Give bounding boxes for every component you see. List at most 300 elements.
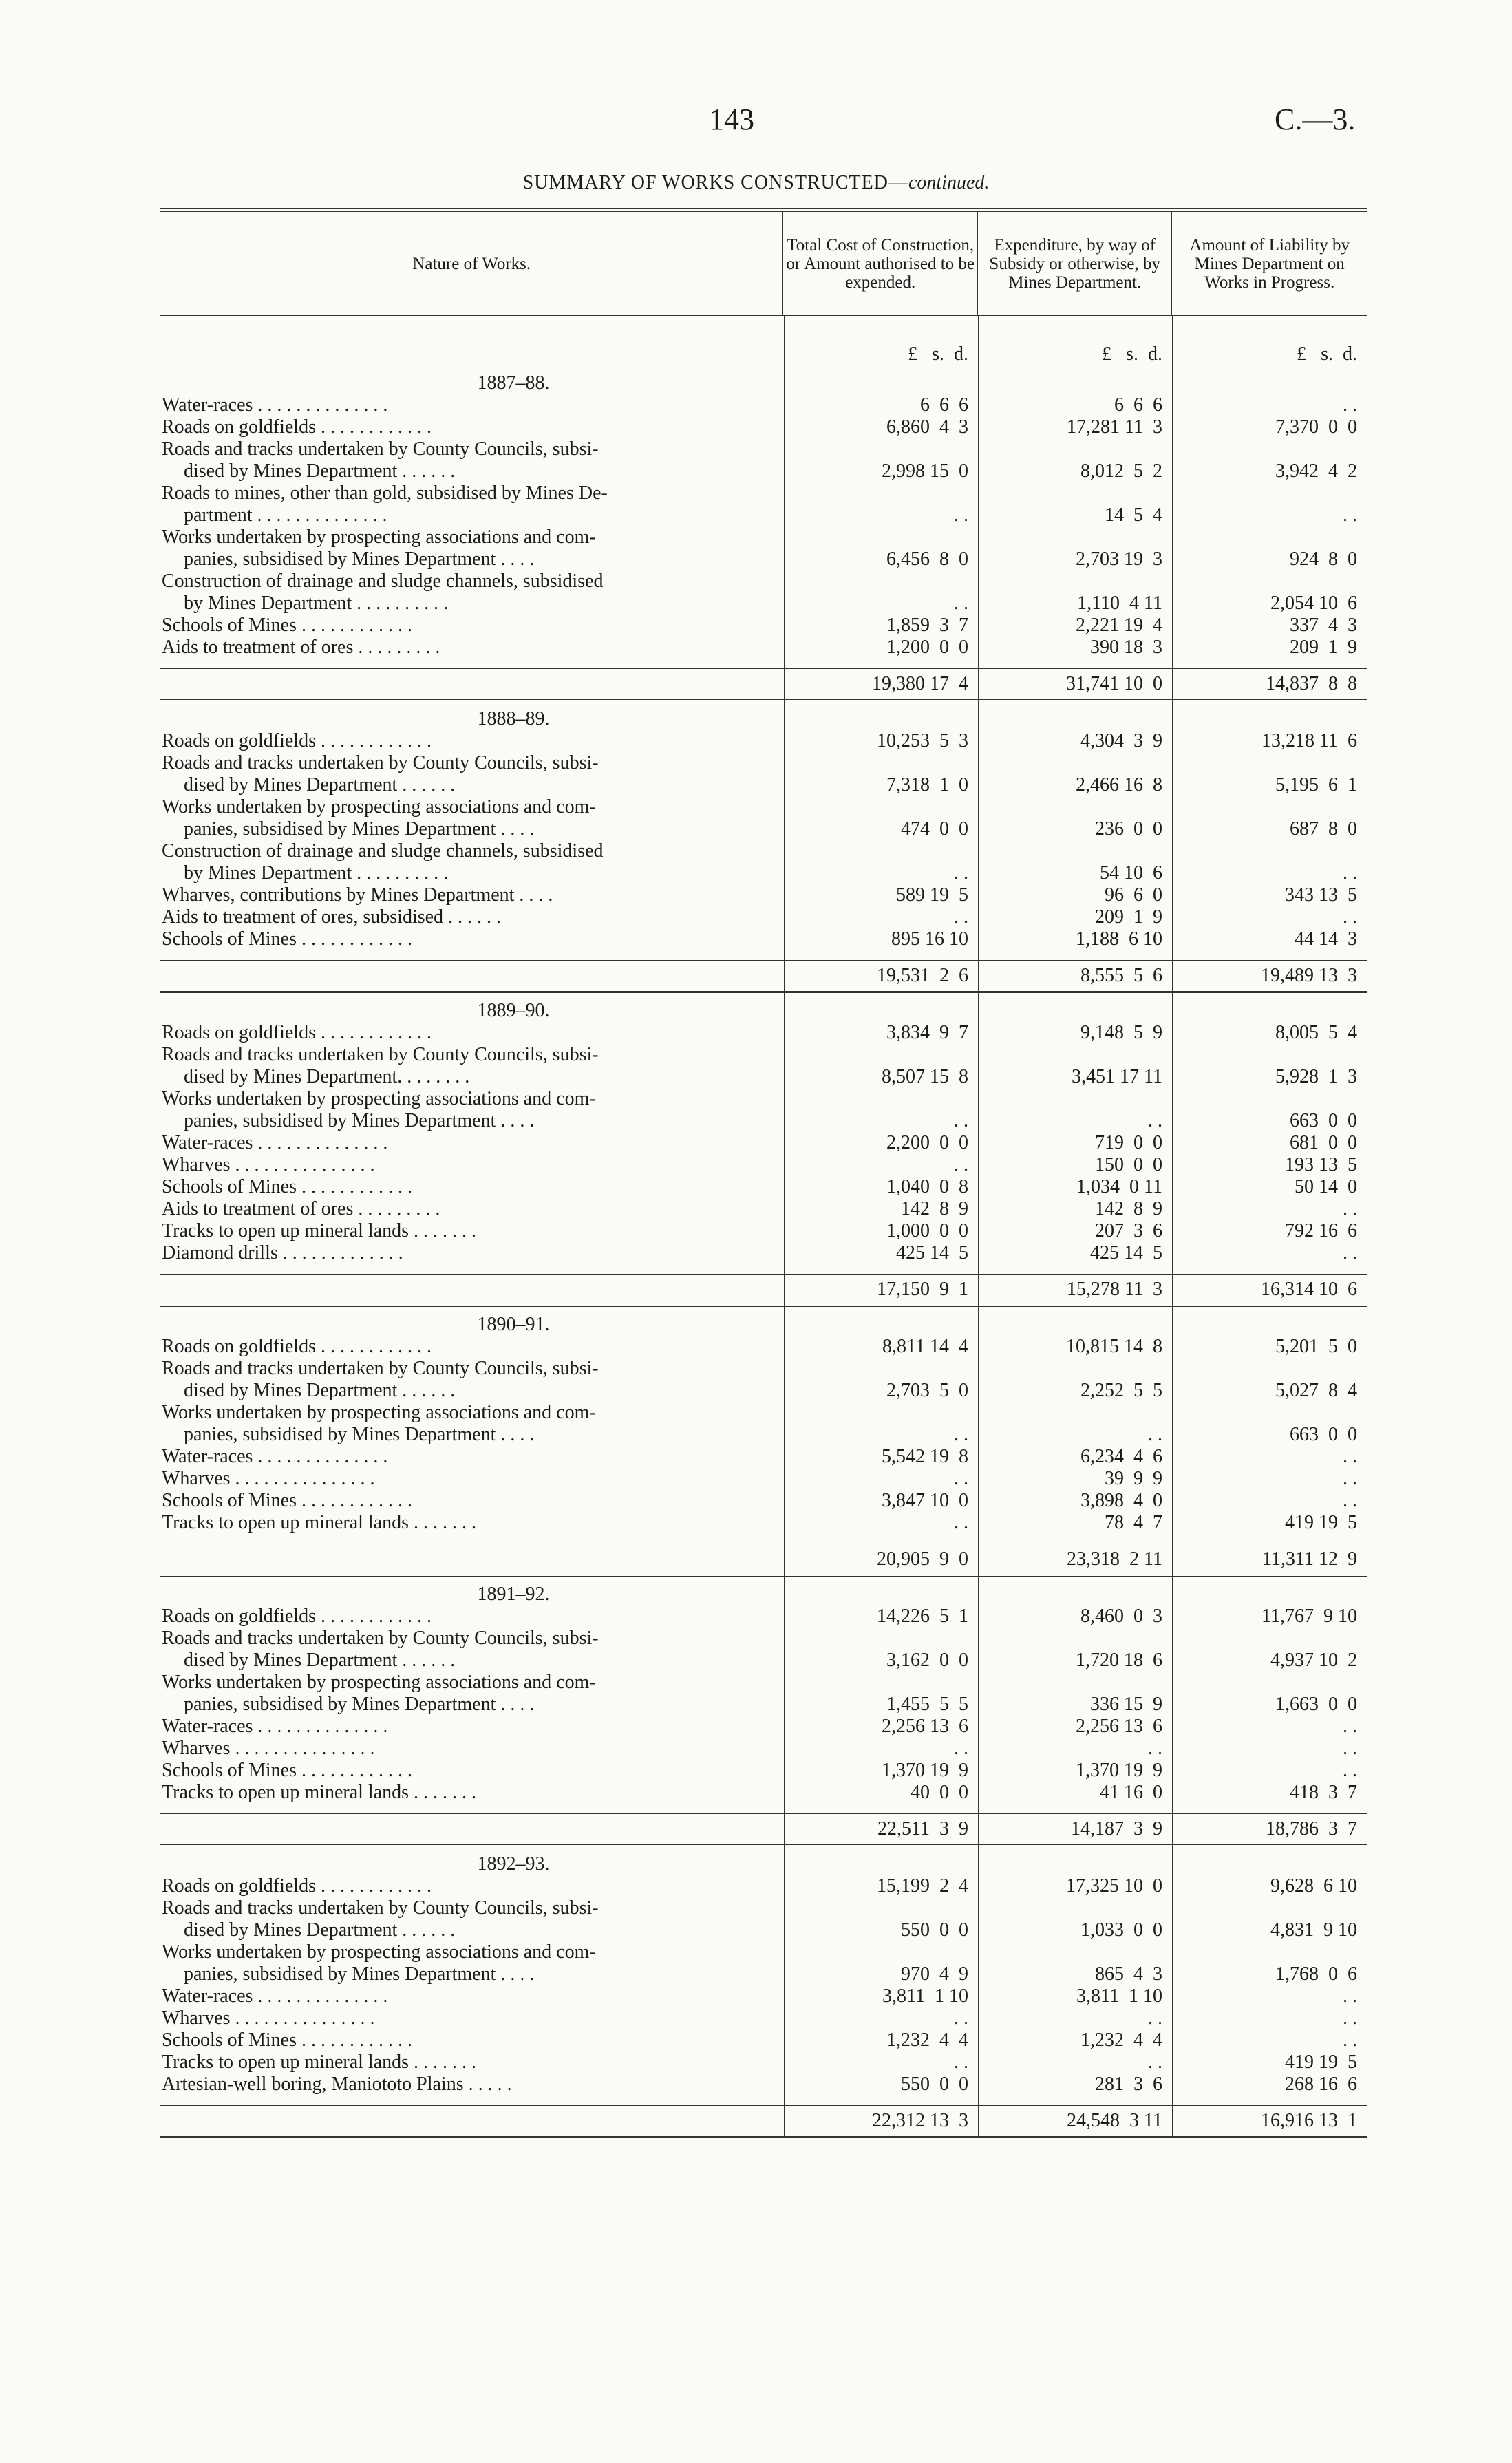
work-description: Schools of Mines . . . . . . . . . . . . [162,2029,412,2051]
work-description: Works undertaken by prospecting associations and com- [162,526,596,548]
liability-cell: 1,663 0 0 [1275,1694,1357,1715]
liability-cell: . . [1343,504,1357,526]
expenditure-cell: 78 4 7 [1105,1512,1162,1533]
total-cost-cell: 6,860 4 3 [886,416,968,438]
expenditure-cell: 17,281 11 3 [1067,416,1162,438]
liability-cell [1172,438,1367,460]
table-row [160,1716,1367,1738]
table-row [160,1446,1367,1468]
work-description: panies, subsidised by Mines Department . . . . [184,1424,535,1445]
table-row [160,1358,1367,1380]
liability-cell: 687 8 0 [1290,818,1357,840]
table-row [160,1088,1367,1110]
expenditure-cell: 3,898 4 0 [1080,1490,1162,1511]
expenditure-cell [978,1628,1172,1650]
section-year [160,1853,1367,1875]
expenditure-cell: 1,034 0 11 [1076,1176,1162,1197]
table-row [160,774,1367,796]
total-cost-cell: 6 6 6 [920,394,968,416]
work-description: Works undertaken by prospecting associations and com- [162,1672,596,1693]
table-row [160,796,1367,818]
work-description: Schools of Mines . . . . . . . . . . . . [162,615,412,636]
table-row [160,1242,1367,1264]
total-cost-cell: 2,703 5 0 [886,1380,968,1401]
expenditure-cell: 2,252 5 5 [1080,1380,1162,1401]
section-year-label: 1889–90. [477,1000,550,1021]
table-row [160,840,1367,862]
section-year [160,1584,1367,1606]
expenditure-cell [978,796,1172,818]
total-cost-cell [784,1358,978,1380]
expenditure-cell: 1,188 6 10 [1076,928,1162,950]
liability-cell: . . [1343,1446,1357,1467]
total-cost-cell: 8,507 15 8 [882,1066,968,1087]
expenditure-cell [978,1897,1172,1919]
total-cost-cell: 1,455 5 5 [886,1694,968,1715]
expenditure-cell: 4,304 3 9 [1080,730,1162,751]
expenditure-cell: 1,370 19 9 [1076,1760,1162,1781]
work-description: Wharves, contributions by Mines Department . . . . [162,884,553,906]
liability-cell: 5,201 5 0 [1275,1336,1357,1357]
table-row [160,637,1367,659]
col-header-expenditure: Expenditure, by way of Subsidy or otherwise, by Mines Department. [977,212,1172,315]
total-cost-cell: 2,200 0 0 [886,1132,968,1153]
liability-cell: . . [1343,1468,1357,1489]
table-row [160,1738,1367,1760]
total-cost-cell [784,571,978,593]
table-row [160,1380,1367,1402]
section-totals-row [160,668,1367,701]
expenditure-cell [978,1941,1172,1963]
liability-cell: 9,628 6 10 [1270,1875,1357,1897]
liability-cell: 337 4 3 [1290,615,1357,636]
total-cost-cell: 1,000 0 0 [886,1220,968,1241]
liability-cell [1172,1672,1367,1694]
page-title [0,172,1512,194]
work-description: dised by Mines Department . . . . . . [184,774,456,796]
work-description: Roads on goldfields . . . . . . . . . . . . [162,1606,432,1627]
expenditure-cell: 425 14 5 [1090,1242,1162,1264]
work-description: Tracks to open up mineral lands . . . . . . . [162,2051,477,2073]
total-cost-cell: 2,998 15 0 [882,460,968,482]
liability-cell [1172,1628,1367,1650]
unit-liability: £ s. d. [1297,343,1357,365]
liability-cell: 4,831 9 10 [1270,1919,1357,1941]
table-row [160,1606,1367,1628]
work-description: Aids to treatment of ores . . . . . . . . . [162,637,440,658]
section-total-liab: 19,489 13 3 [1261,965,1357,986]
expenditure-cell: 390 18 3 [1090,637,1162,658]
table-row [160,1022,1367,1044]
table-row [160,2051,1367,2073]
liability-cell: . . [1343,1490,1357,1511]
work-description: Wharves . . . . . . . . . . . . . . . [162,1154,375,1175]
total-cost-cell: 550 0 0 [901,1919,968,1941]
table-row [160,1490,1367,1512]
work-description: Roads on goldfields . . . . . . . . . . . . [162,1336,432,1357]
total-cost-cell [784,1402,978,1424]
section-year [160,1000,1367,1022]
work-description: Water-races . . . . . . . . . . . . . . [162,1132,388,1153]
liability-cell [1172,796,1367,818]
liability-cell: . . [1343,2029,1357,2051]
section-total-total: 22,511 3 9 [877,1818,968,1840]
total-cost-cell [784,1897,978,1919]
work-description: Diamond drills . . . . . . . . . . . . . [162,1242,403,1264]
table-row [160,928,1367,950]
section-year-label: 1892–93. [477,1853,550,1875]
expenditure-cell: 209 1 9 [1095,906,1162,928]
total-cost-cell [784,1044,978,1066]
expenditure-cell: 1,110 4 11 [1077,593,1162,614]
total-cost-cell: 425 14 5 [896,1242,968,1264]
total-cost-cell: 1,859 3 7 [886,615,968,636]
total-cost-cell: 970 4 9 [901,1963,968,1985]
total-cost-cell: 3,847 10 0 [882,1490,968,1511]
liability-cell: 343 13 5 [1285,884,1357,906]
expenditure-cell [978,1672,1172,1694]
expenditure-cell: 3,811 1 10 [1076,1985,1162,2007]
liability-cell: . . [1343,1738,1357,1759]
table-row [160,416,1367,438]
total-cost-cell [784,796,978,818]
expenditure-cell: 39 9 9 [1105,1468,1162,1489]
total-cost-cell: 10,253 5 3 [877,730,968,751]
liability-cell: 681 0 0 [1290,1132,1357,1153]
table-row [160,1110,1367,1132]
unit-total: £ s. d. [908,343,968,365]
expenditure-cell: 17,325 10 0 [1066,1875,1162,1897]
expenditure-cell: 2,703 19 3 [1076,548,1162,570]
liability-cell: 5,195 6 1 [1275,774,1357,796]
table-row [160,906,1367,928]
total-cost-cell: . . [954,593,968,614]
col-header-total-cost: Total Cost of Construction, or Amount authorised to be expended. [782,212,977,315]
expenditure-cell: 6,234 4 6 [1080,1446,1162,1467]
liability-cell [1172,1941,1367,1963]
section-totals-row [160,2105,1367,2138]
work-description: dised by Mines Department. . . . . . . . [184,1066,470,1087]
expenditure-cell: 14 5 4 [1105,504,1162,526]
liability-cell: . . [1343,1716,1357,1737]
expenditure-cell: 142 8 9 [1095,1198,1162,1219]
table-row [160,1198,1367,1220]
table-body [160,316,1367,2138]
section-totals-row [160,1544,1367,1577]
table-row [160,1132,1367,1154]
total-cost-cell: . . [954,1738,968,1759]
total-cost-cell: 3,834 9 7 [886,1022,968,1043]
work-description: Water-races . . . . . . . . . . . . . . [162,1985,388,2007]
table-row [160,438,1367,460]
table-row [160,1220,1367,1242]
expenditure-cell: 1,033 0 0 [1080,1919,1162,1941]
work-description: Roads and tracks undertaken by County Councils, subsi- [162,752,599,774]
liability-cell: 50 14 0 [1295,1176,1357,1197]
work-description: Roads and tracks undertaken by County Councils, subsi- [162,1044,599,1065]
expenditure-cell [978,1088,1172,1110]
expenditure-cell: . . [1148,1424,1162,1445]
liability-cell [1172,840,1367,862]
total-cost-cell: . . [954,862,968,884]
liability-cell: . . [1343,1985,1357,2007]
expenditure-cell [978,526,1172,548]
work-description: panies, subsidised by Mines Department . . . . [184,1694,535,1715]
liability-cell: 11,767 9 10 [1261,1606,1357,1627]
liability-cell [1172,1897,1367,1919]
work-description: Wharves . . . . . . . . . . . . . . . [162,1468,375,1489]
title-italic: continued. [908,172,990,193]
liability-cell: 209 1 9 [1290,637,1357,658]
liability-cell: 44 14 3 [1295,928,1357,950]
document-code: C.—3. [1275,103,1356,136]
section-totals-row [160,960,1367,993]
work-description: Roads on goldfields . . . . . . . . . . . . [162,1022,432,1043]
liability-cell [1172,752,1367,774]
total-cost-cell: 40 0 0 [911,1782,968,1803]
table-row [160,1512,1367,1534]
liability-cell: . . [1343,906,1357,928]
work-description: panies, subsidised by Mines Department . . . . [184,1110,535,1131]
col-header-nature: Nature of Works. [412,254,531,273]
total-cost-cell [784,1088,978,1110]
liability-cell: 4,937 10 2 [1270,1650,1357,1671]
table-row [160,1402,1367,1424]
work-description: Water-races . . . . . . . . . . . . . . [162,394,388,416]
total-cost-cell [784,1941,978,1963]
liability-cell [1172,1044,1367,1066]
section-year [160,1314,1367,1336]
total-cost-cell: 142 8 9 [901,1198,968,1219]
work-description: panies, subsidised by Mines Department . . . . [184,548,535,570]
section-total-exp: 23,318 2 11 [1067,1548,1162,1570]
liability-cell [1172,571,1367,593]
work-description: Artesian-well boring, Maniototo Plains . . . . . [162,2073,512,2095]
section-total-exp: 14,187 3 9 [1071,1818,1162,1840]
total-cost-cell: 3,811 1 10 [882,1985,968,2007]
liability-cell: . . [1343,862,1357,884]
section-total-liab: 11,311 12 9 [1262,1548,1357,1570]
work-description: by Mines Department . . . . . . . . . . [184,862,449,884]
expenditure-cell [978,571,1172,593]
total-cost-cell: . . [954,2007,968,2029]
expenditure-cell: . . [1148,2007,1162,2029]
work-description: panies, subsidised by Mines Department . . . . [184,1963,535,1985]
section-total-exp: 15,278 11 3 [1067,1279,1162,1300]
col-header-liability: Amount of Liability by Mines Department on Works in Progress. [1171,212,1367,315]
liability-cell: 2,054 10 6 [1270,593,1357,614]
expenditure-cell [978,482,1172,504]
liability-cell: 924 8 0 [1290,548,1357,570]
table-row [160,752,1367,774]
section-year [160,708,1367,730]
work-description: Aids to treatment of ores, subsidised . . . . . . [162,906,502,928]
work-description: Works undertaken by prospecting associations and com- [162,796,596,818]
total-cost-cell: . . [954,1424,968,1445]
total-cost-cell: . . [954,504,968,526]
summary-table [160,208,1367,2145]
expenditure-cell [978,1402,1172,1424]
expenditure-cell [978,752,1172,774]
table-row [160,1176,1367,1198]
work-description: Wharves . . . . . . . . . . . . . . . [162,2007,375,2029]
work-description: Construction of drainage and sludge channels, subsidised [162,571,604,592]
expenditure-cell: . . [1148,1110,1162,1131]
total-cost-cell: 1,200 0 0 [886,637,968,658]
work-description: Roads and tracks undertaken by County Councils, subsi- [162,1358,599,1379]
work-description: Schools of Mines . . . . . . . . . . . . [162,1760,412,1781]
liability-cell [1172,482,1367,504]
table-row [160,593,1367,615]
section-total-exp: 24,548 3 11 [1067,2110,1162,2131]
work-description: Tracks to open up mineral lands . . . . . . . [162,1220,477,1241]
column-headers [160,212,1367,316]
table-row [160,1875,1367,1897]
liability-cell: 663 0 0 [1290,1424,1357,1445]
total-cost-cell [784,526,978,548]
work-description: partment . . . . . . . . . . . . . . [184,504,387,526]
table-row [160,1963,1367,1985]
table-row [160,730,1367,752]
work-description: Water-races . . . . . . . . . . . . . . [162,1716,388,1737]
table-row [160,615,1367,637]
table-row [160,1760,1367,1782]
section-totals-row [160,1274,1367,1307]
work-description: dised by Mines Department . . . . . . [184,460,456,482]
expenditure-cell: 719 0 0 [1095,1132,1162,1153]
table-row [160,1694,1367,1716]
total-cost-cell: 2,256 13 6 [882,1716,968,1737]
liability-cell: 419 19 5 [1285,1512,1357,1533]
page-number: 143 [709,103,754,136]
liability-cell: 419 19 5 [1285,2051,1357,2073]
total-cost-cell: 14,226 5 1 [877,1606,968,1627]
total-cost-cell [784,438,978,460]
section-total-total: 22,312 13 3 [872,2110,968,2131]
section-total-total: 20,905 9 0 [877,1548,968,1570]
section-total-liab: 18,786 3 7 [1266,1818,1357,1840]
expenditure-cell: . . [1148,2051,1162,2073]
work-description: Roads on goldfields . . . . . . . . . . . . [162,730,432,751]
work-description: Schools of Mines . . . . . . . . . . . . [162,1490,412,1511]
total-cost-cell: 589 19 5 [896,884,968,906]
work-description: Roads and tracks undertaken by County Councils, subsi- [162,1897,599,1919]
expenditure-cell [978,1044,1172,1066]
table-row [160,2029,1367,2051]
table-row [160,1154,1367,1176]
expenditure-cell: 865 4 3 [1095,1963,1162,1985]
section-year-label: 1887–88. [477,372,550,394]
total-cost-cell: . . [954,1154,968,1175]
total-cost-cell: 5,542 19 8 [882,1446,968,1467]
work-description: Roads on goldfields . . . . . . . . . . . . [162,1875,432,1897]
expenditure-cell: . . [1148,1738,1162,1759]
section-year-label: 1888–89. [477,708,550,729]
expenditure-cell [978,840,1172,862]
total-cost-cell: 1,370 19 9 [882,1760,968,1781]
section-total-liab: 14,837 8 8 [1266,673,1357,694]
work-description: Roads and tracks undertaken by County Councils, subsi- [162,1628,599,1649]
total-cost-cell: . . [954,906,968,928]
total-cost-cell: 3,162 0 0 [886,1650,968,1671]
work-description: panies, subsidised by Mines Department . . . . [184,818,535,840]
expenditure-cell: 10,815 14 8 [1066,1336,1162,1357]
work-description: by Mines Department . . . . . . . . . . [184,593,449,614]
total-cost-cell: 8,811 14 4 [882,1336,968,1357]
work-description: Roads on goldfields . . . . . . . . . . . . [162,416,432,438]
work-description: dised by Mines Department . . . . . . [184,1650,456,1671]
liability-cell: 13,218 11 6 [1261,730,1357,751]
section-total-exp: 8,555 5 6 [1080,965,1162,986]
liability-cell [1172,1088,1367,1110]
work-description: Tracks to open up mineral lands . . . . . . . [162,1512,477,1533]
expenditure-cell: 207 3 6 [1095,1220,1162,1241]
total-cost-cell [784,1628,978,1650]
total-cost-cell: . . [954,1468,968,1489]
table-row [160,1424,1367,1446]
expenditure-cell: 281 3 6 [1095,2073,1162,2095]
section-total-liab: 16,314 10 6 [1261,1279,1357,1300]
liability-cell: 5,027 8 4 [1275,1380,1357,1401]
work-description: Roads to mines, other than gold, subsidised by Mines De- [162,482,608,504]
work-description: Schools of Mines . . . . . . . . . . . . [162,928,412,950]
work-description: Tracks to open up mineral lands . . . . . . . [162,1782,477,1803]
liability-cell: 8,005 5 4 [1275,1022,1357,1043]
expenditure-cell: 2,466 16 8 [1076,774,1162,796]
work-description: Aids to treatment of ores . . . . . . . . . [162,1198,440,1219]
unit-expenditure: £ s. d. [1102,343,1162,365]
total-cost-cell: 1,040 0 8 [886,1176,968,1197]
title-main: SUMMARY OF WORKS CONSTRUCTED— [522,172,908,193]
table-row [160,526,1367,548]
table-row [160,862,1367,884]
work-description: Schools of Mines . . . . . . . . . . . . [162,1176,412,1197]
expenditure-cell: 2,256 13 6 [1076,1716,1162,1737]
section-total-total: 17,150 9 1 [877,1279,968,1300]
total-cost-cell: 550 0 0 [901,2073,968,2095]
expenditure-cell: 9,148 5 9 [1080,1022,1162,1043]
work-description: Works undertaken by prospecting associations and com- [162,1402,596,1423]
expenditure-cell: 2,221 19 4 [1076,615,1162,636]
liability-cell: 3,942 4 2 [1275,460,1357,482]
total-cost-cell: 1,232 4 4 [886,2029,968,2051]
total-cost-cell: 7,318 1 0 [886,774,968,796]
liability-cell [1172,526,1367,548]
table-row [160,460,1367,482]
liability-cell: . . [1343,394,1357,416]
expenditure-cell [978,438,1172,460]
table-row [160,1336,1367,1358]
table-row [160,548,1367,571]
units-row [160,343,1367,365]
table-row [160,571,1367,593]
work-description: Construction of drainage and sludge channels, subsidised [162,840,604,862]
table-row [160,818,1367,840]
table-row [160,482,1367,504]
total-cost-cell [784,752,978,774]
expenditure-cell: 236 0 0 [1095,818,1162,840]
liability-cell: 418 3 7 [1290,1782,1357,1803]
total-cost-cell: 895 16 10 [891,928,968,950]
expenditure-cell: 150 0 0 [1095,1154,1162,1175]
total-cost-cell [784,482,978,504]
section-totals-row [160,1813,1367,1846]
total-cost-cell: 474 0 0 [901,818,968,840]
expenditure-cell [978,1358,1172,1380]
section-year-label: 1891–92. [477,1584,550,1605]
work-description: Water-races . . . . . . . . . . . . . . [162,1446,388,1467]
table-row [160,1066,1367,1088]
